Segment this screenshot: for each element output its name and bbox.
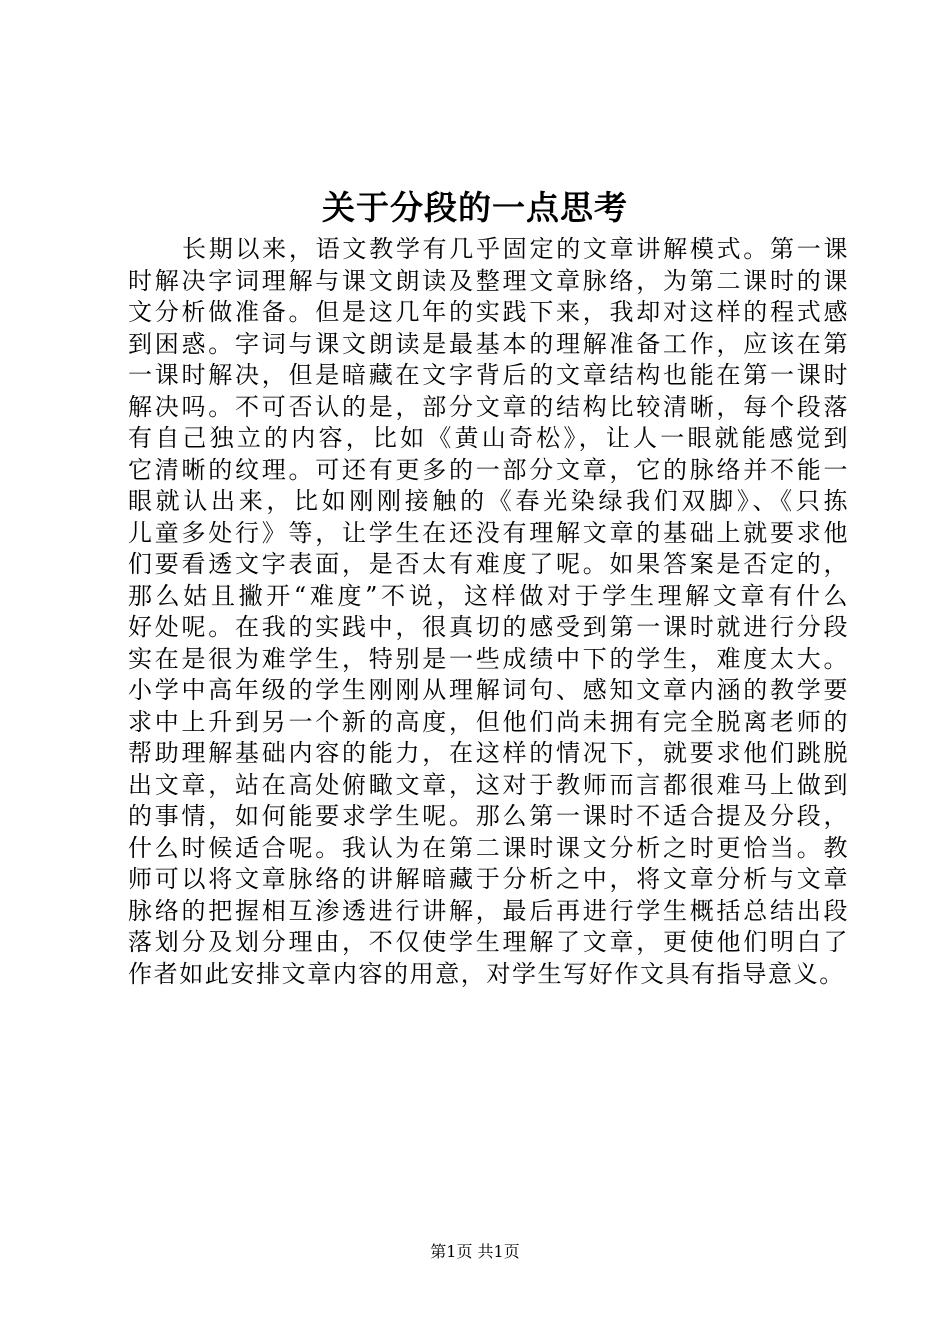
- body-line: 落划分及划分理由，不仅使学生理解了文章，更使他们明白了: [128, 928, 848, 956]
- document-title: 关于分段的一点思考: [322, 188, 628, 227]
- body-line: 眼就认出来，比如刚刚接触的《春光染绿我们双脚》、《只拣: [128, 487, 848, 515]
- body-line: 儿童多处行》等，让学生在还没有理解文章的基础上就要求他: [128, 518, 848, 547]
- body-line: 的事情，如何能要求学生呢。那么第一课时不适合提及分段，: [128, 802, 848, 830]
- body-line: 脉络的把握相互渗透进行讲解，最后再进行学生概括总结出段: [128, 896, 848, 925]
- body-line: 师可以将文章脉络的讲解暗藏于分析之中，将文章分析与文章: [128, 865, 848, 893]
- body-line: 好处呢。在我的实践中，很真切的感受到第一课时就进行分段: [128, 613, 848, 641]
- body-line: 时解决字词理解与课文朗读及整理文章脉络，为第二课时的课: [128, 266, 848, 295]
- body-line: 们要看透文字表面，是否太有难度了呢。如果答案是否定的，: [128, 550, 848, 578]
- body-line: 解决吗。不可否认的是，部分文章的结构比较清晰，每个段落: [128, 392, 848, 421]
- body-line: 实在是很为难学生，特别是一些成绩中下的学生，难度太大。: [128, 644, 848, 673]
- document-body: [128, 234, 848, 990]
- body-line: 文分析做准备。但是这几年的实践下来，我却对这样的程式感: [128, 298, 848, 326]
- body-line: 作者如此安排文章内容的用意，对学生写好作文具有指导意义。: [128, 959, 845, 988]
- body-line: 到困惑。字词与课文朗读是最基本的理解准备工作，应该在第: [128, 329, 848, 358]
- body-line: 有自己独立的内容，比如《黄山奇松》，让人一眼就能感觉到: [128, 424, 848, 452]
- page-footer: 第1页 共1页: [430, 1242, 520, 1261]
- body-line: 小学中高年级的学生刚刚从理解词句、感知文章内涵的教学要: [128, 676, 848, 704]
- body-line: 求中上升到另一个新的高度，但他们尚未拥有完全脱离老师的: [128, 707, 848, 736]
- body-line: 什么时候适合呢。我认为在第二课时课文分析之时更恰当。教: [128, 833, 848, 862]
- body-line: 长期以来，语文教学有几乎固定的文章讲解模式。第一课: [182, 235, 848, 263]
- body-line: 帮助理解基础内容的能力，在这样的情况下，就要求他们跳脱: [128, 739, 848, 767]
- body-line: 一课时解决，但是暗藏在文字背后的文章结构也能在第一课时: [128, 361, 848, 389]
- body-line: 出文章，站在高处俯瞰文章，这对于教师而言都很难马上做到: [128, 770, 848, 799]
- body-line: 那么姑且撇开“难度”不说，这样做对于学生理解文章有什么: [128, 581, 848, 610]
- body-line: 它清晰的纹理。可还有更多的一部分文章，它的脉络并不能一: [128, 455, 848, 484]
